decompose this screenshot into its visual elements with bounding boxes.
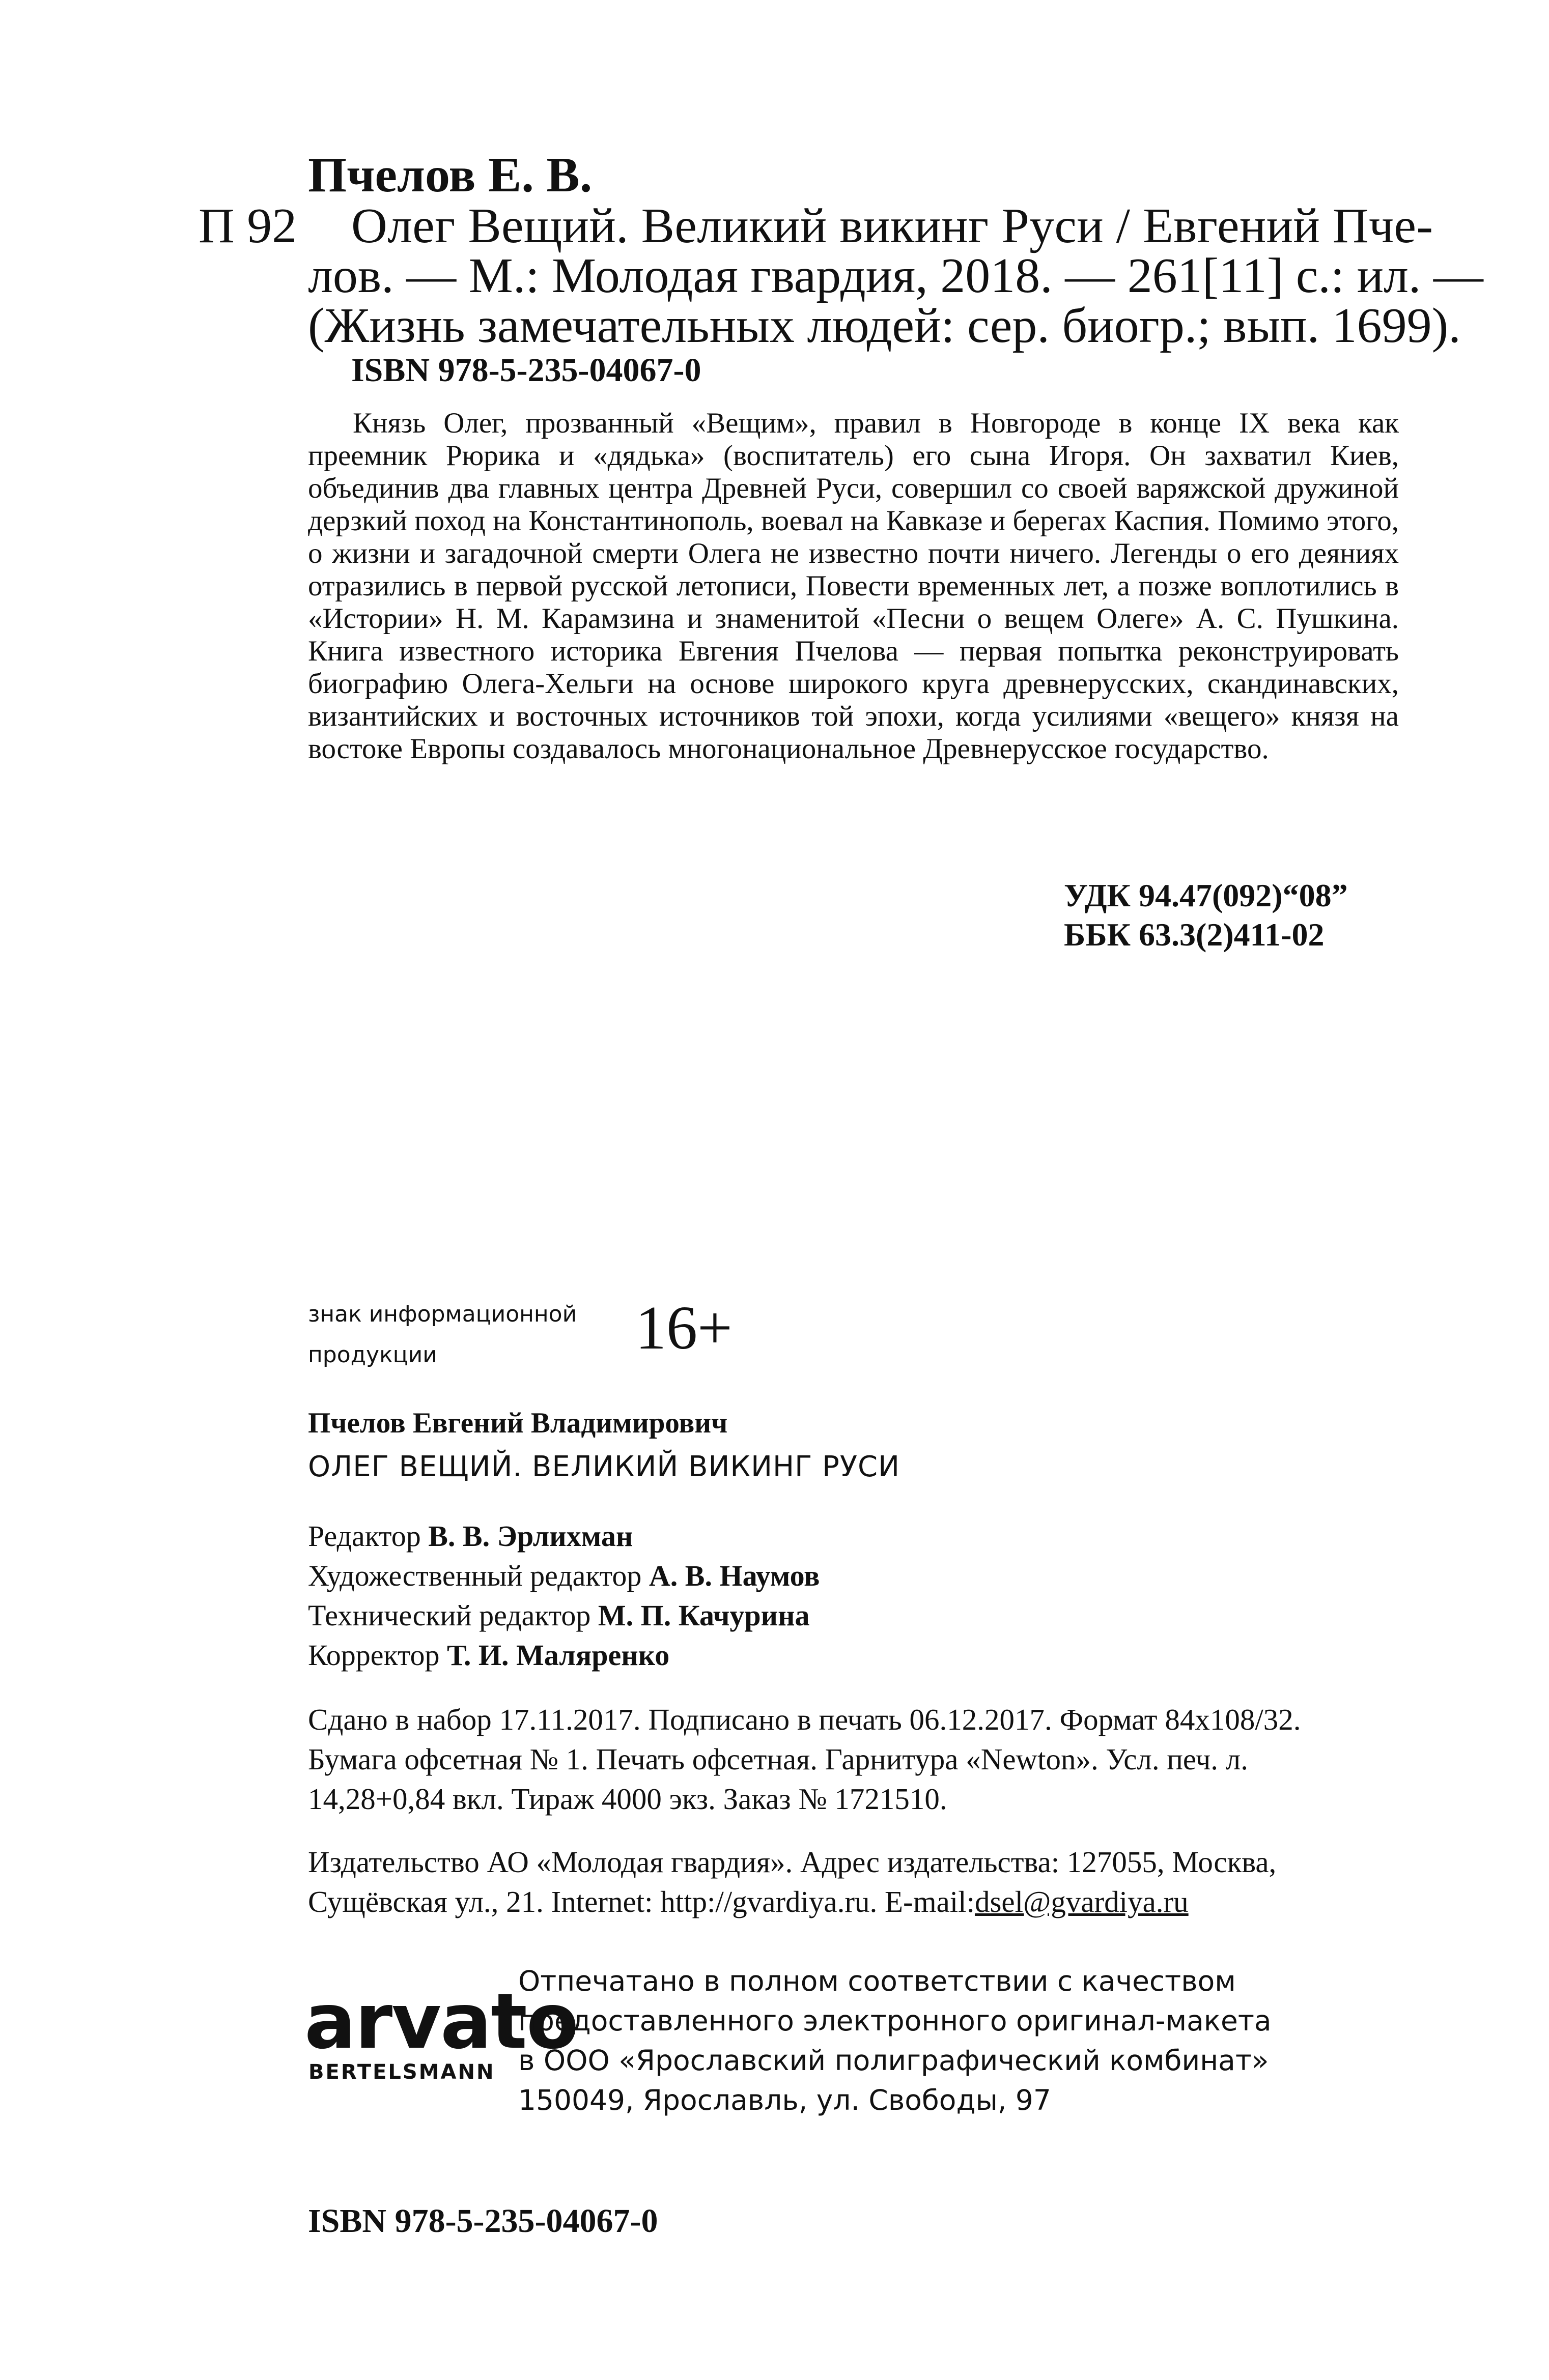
print-details-line-3: 14,28+0,84 вкл. Тираж 4000 экз. Заказ № 1721510. xyxy=(308,1782,947,1816)
printer-line-4: 150049, Ярославль, ул. Свободы, 97 xyxy=(518,2084,1051,2116)
printer-line-2: предоставленного электронного оригинал-макета xyxy=(518,2004,1272,2037)
book-title-caps: ОЛЕГ ВЕЩИЙ. ВЕЛИКИЙ ВИКИНГ РУСИ xyxy=(308,1450,900,1483)
bibliographic-line-3: (Жизнь замечательных людей: сер. биогр.; вып. 1699). xyxy=(308,298,1461,353)
author-heading: Пчелов Е. В. xyxy=(308,148,593,203)
print-details-line-1: Сдано в набор 17.11.2017. Подписано в печать 06.12.2017. Формат 84x108/32. xyxy=(308,1703,1301,1736)
isbn-heading: ISBN 978-5-235-04067-0 xyxy=(351,352,701,389)
udk-code: УДК 94.47(092)“08” xyxy=(1064,877,1348,913)
publisher-email-link[interactable]: dsel@gvardiya.ru xyxy=(974,1885,1189,1918)
staff-list xyxy=(308,1516,820,1675)
staff-role: Художественный редактор xyxy=(308,1559,642,1592)
staff-name: А. В. Наумов xyxy=(649,1559,820,1592)
footer-isbn: ISBN 978-5-235-04067-0 xyxy=(308,2202,658,2240)
printer-logo-subtitle: BERTELSMANN xyxy=(308,2060,495,2084)
index-code: П 92 xyxy=(199,198,297,253)
age-rating-value: 16+ xyxy=(635,1294,733,1362)
staff-role: Корректор xyxy=(308,1639,440,1672)
age-rating-label-line-1: знак информационной xyxy=(308,1301,577,1327)
bibliographic-line-1: Олег Вещий. Великий викинг Руси / Евгений Пче- xyxy=(351,198,1433,253)
publisher-address-prefix: Сущёвская ул., 21. Internet: http://gvardiya.ru. E-mail: xyxy=(308,1885,975,1918)
staff-role: Технический редактор xyxy=(308,1599,591,1632)
staff-row xyxy=(308,1636,820,1675)
staff-row xyxy=(308,1556,820,1596)
publisher-line-1: Издательство АО «Молодая гвардия». Адрес издательства: 127055, Москва, xyxy=(308,1845,1277,1879)
bibliographic-line-2: лов. — М.: Молодая гвардия, 2018. — 261[11] с.: ил. — xyxy=(308,248,1483,303)
age-rating-label-line-2: продукции xyxy=(308,1342,437,1368)
staff-name: В. В. Эрлихман xyxy=(428,1519,633,1553)
bbk-code: ББК 63.3(2)411-02 xyxy=(1064,916,1325,953)
printer-line-1: Отпечатано в полном соответствии с качеством xyxy=(518,1965,1236,1997)
staff-role: Редактор xyxy=(308,1519,421,1553)
publisher-line-2 xyxy=(308,1882,1189,1922)
printer-line-3: в ООО «Ярославский полиграфический комбинат» xyxy=(518,2044,1269,2077)
author-full-name: Пчелов Евгений Владимирович xyxy=(308,1407,728,1439)
printer-logo: arvato xyxy=(304,1977,578,2066)
annotation-text: Князь Олег, прозванный «Вещим», правил в Новгороде в конце IX века как преемник Рюрика и «дядька» (воспитатель) его сына Игоря. Он захватил Киев, объединив два главных центра Древней Руси, совершил со своей варяжской дружиной дерзкий поход на Константинополь, воевал на Кавказе и берегах Каспия. Помимо этого, о жизни и загадочной смерти Олега не известно почти ничего. Легенды о его деяниях отразились в первой русской летописи, Повести временных лет, а позже воплотились в «Истории» Н. М. Карамзина и знаменитой «Песни о вещем Олеге» А. С. Пушкина. Книга известного историка Евгения Пчелова — первая попытка реконструировать биографию Олега-Хельги на основе широкого круга древнерусских, скандинавских, византийских и восточных источников той эпохи, когда усилиями «вещего» князя на востоке Европы создавалось многонациональное Древнерусское государство. xyxy=(308,407,1399,765)
staff-row xyxy=(308,1596,820,1636)
staff-name: М. П. Качурина xyxy=(598,1599,810,1632)
print-details-line-2: Бумага офсетная № 1. Печать офсетная. Гарнитура «Newton». Усл. печ. л. xyxy=(308,1742,1248,1776)
staff-name: Т. И. Маляренко xyxy=(447,1639,670,1672)
staff-row xyxy=(308,1516,820,1556)
